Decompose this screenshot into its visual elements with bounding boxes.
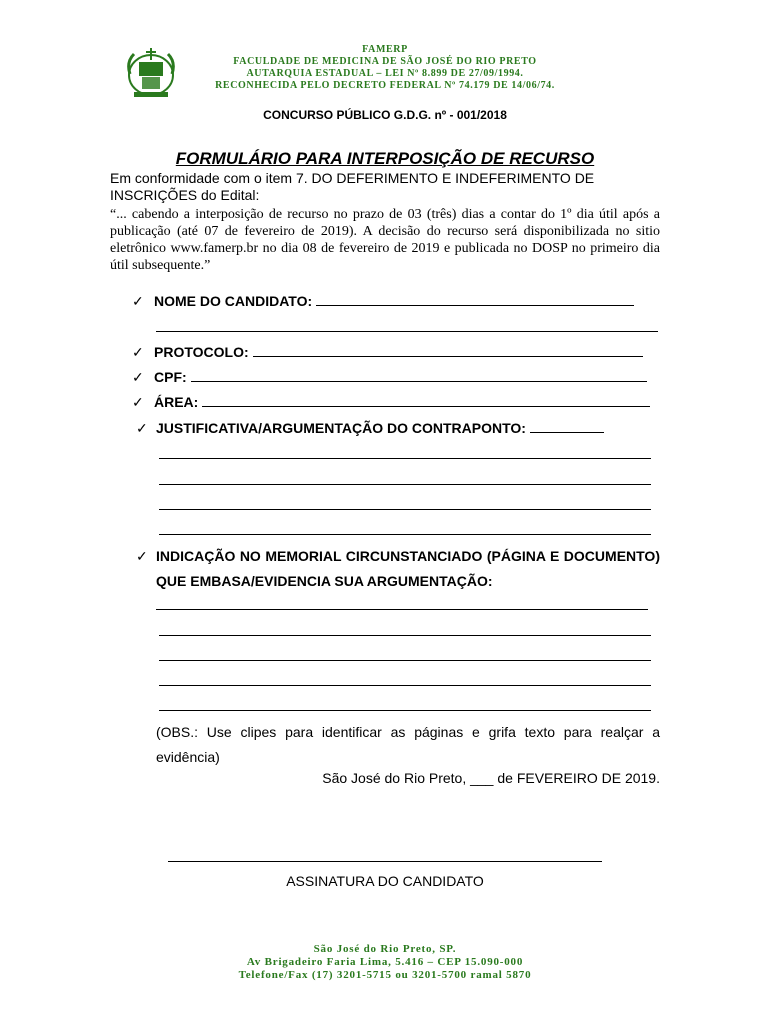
area-field — [132, 394, 650, 411]
justificativa-line[interactable] — [530, 420, 604, 433]
form-title: FORMULÁRIO PARA INTERPOSIÇÃO DE RECURSO — [175, 149, 595, 168]
indicacao-field — [136, 544, 660, 594]
cpf-label: CPF: — [154, 369, 187, 385]
cpf-line[interactable] — [191, 369, 647, 382]
check-icon: ✓ — [136, 420, 148, 436]
header-line2: AUTARQUIA ESTADUAL – LEI Nº 8.899 DE 27/09/1994. — [246, 68, 524, 79]
footer-line3: Telefone/Fax (17) 3201-5715 ou 3201-5700 ramal 5870 — [238, 969, 532, 981]
header-line3: RECONHECIDA PELO DECRETO FEDERAL Nº 74.179 DE 14/06/74. — [215, 80, 555, 91]
check-icon: ✓ — [132, 369, 144, 385]
justificativa-line-4[interactable] — [159, 509, 651, 510]
area-label: ÁREA: — [154, 394, 199, 410]
indicacao-line-3[interactable] — [159, 660, 651, 661]
justificativa-line-5[interactable] — [159, 534, 651, 535]
header-line1: FACULDADE DE MEDICINA DE SÃO JOSÉ DO RIO PRETO — [233, 56, 537, 67]
area-line[interactable] — [202, 394, 650, 407]
footer-line2: Av Brigadeiro Faria Lima, 5.416 – CEP 15.090-000 — [246, 956, 524, 968]
obs-note: (OBS.: Use clipes para identificar as páginas e grifa texto para realçar a evidência) — [156, 724, 660, 765]
concurso-heading: CONCURSO PÚBLICO G.D.G. nº - 001/2018 — [263, 108, 507, 122]
protocolo-label: PROTOCOLO: — [154, 344, 249, 360]
protocolo-line[interactable] — [253, 344, 643, 357]
indicacao-label: INDICAÇÃO NO MEMORIAL CIRCUNSTANCIADO (PÁGINA E DOCUMENTO) QUE EMBASA/EVIDENCIA SUA ARGUMENTAÇÃO: — [156, 548, 660, 589]
intro-text: Em conformidade com o item 7. DO DEFERIMENTO E INDEFERIMENTO DE INSCRIÇÕES do Edital: — [110, 170, 595, 203]
justificativa-line-3[interactable] — [159, 484, 651, 485]
check-icon: ✓ — [136, 548, 148, 564]
signature-label: ASSINATURA DO CANDIDATO — [286, 873, 484, 889]
nome-field — [132, 293, 634, 310]
indicacao-line-5[interactable] — [159, 710, 651, 711]
edital-quote: “... cabendo a interposição de recurso no prazo de 03 (três) dias a contar do 1º dia útil após a publicação (até 07 de fevereiro de 2019). A decisão do recurso será disponibilizada no sitio eletrônico www.famerp.br no dia 08 de fevereiro de 2019 e publicada no DOSP no primeiro dia útil subsequente.” — [110, 207, 660, 273]
justificativa-field — [136, 420, 604, 437]
check-icon: ✓ — [132, 394, 144, 410]
check-icon: ✓ — [132, 293, 144, 309]
indicacao-line-2[interactable] — [159, 635, 651, 636]
signature-line[interactable] — [168, 861, 602, 862]
protocolo-field — [132, 344, 643, 361]
justificativa-label: JUSTIFICATIVA/ARGUMENTAÇÃO DO CONTRAPONTO: — [156, 420, 526, 436]
city-date: São José do Rio Preto, ___ de FEVEREIRO DE 2019. — [322, 770, 660, 786]
header-org: FAMERP — [362, 44, 408, 55]
cpf-field — [132, 369, 647, 386]
justificativa-line-2[interactable] — [159, 458, 651, 459]
nome-label: NOME DO CANDIDATO: — [154, 293, 313, 309]
check-icon: ✓ — [132, 344, 144, 360]
indicacao-line-1[interactable] — [156, 609, 648, 610]
nome-line[interactable] — [316, 293, 634, 306]
footer-line1: São José do Rio Preto, SP. — [313, 943, 457, 955]
nome-line-2[interactable] — [156, 331, 658, 332]
indicacao-line-4[interactable] — [159, 685, 651, 686]
